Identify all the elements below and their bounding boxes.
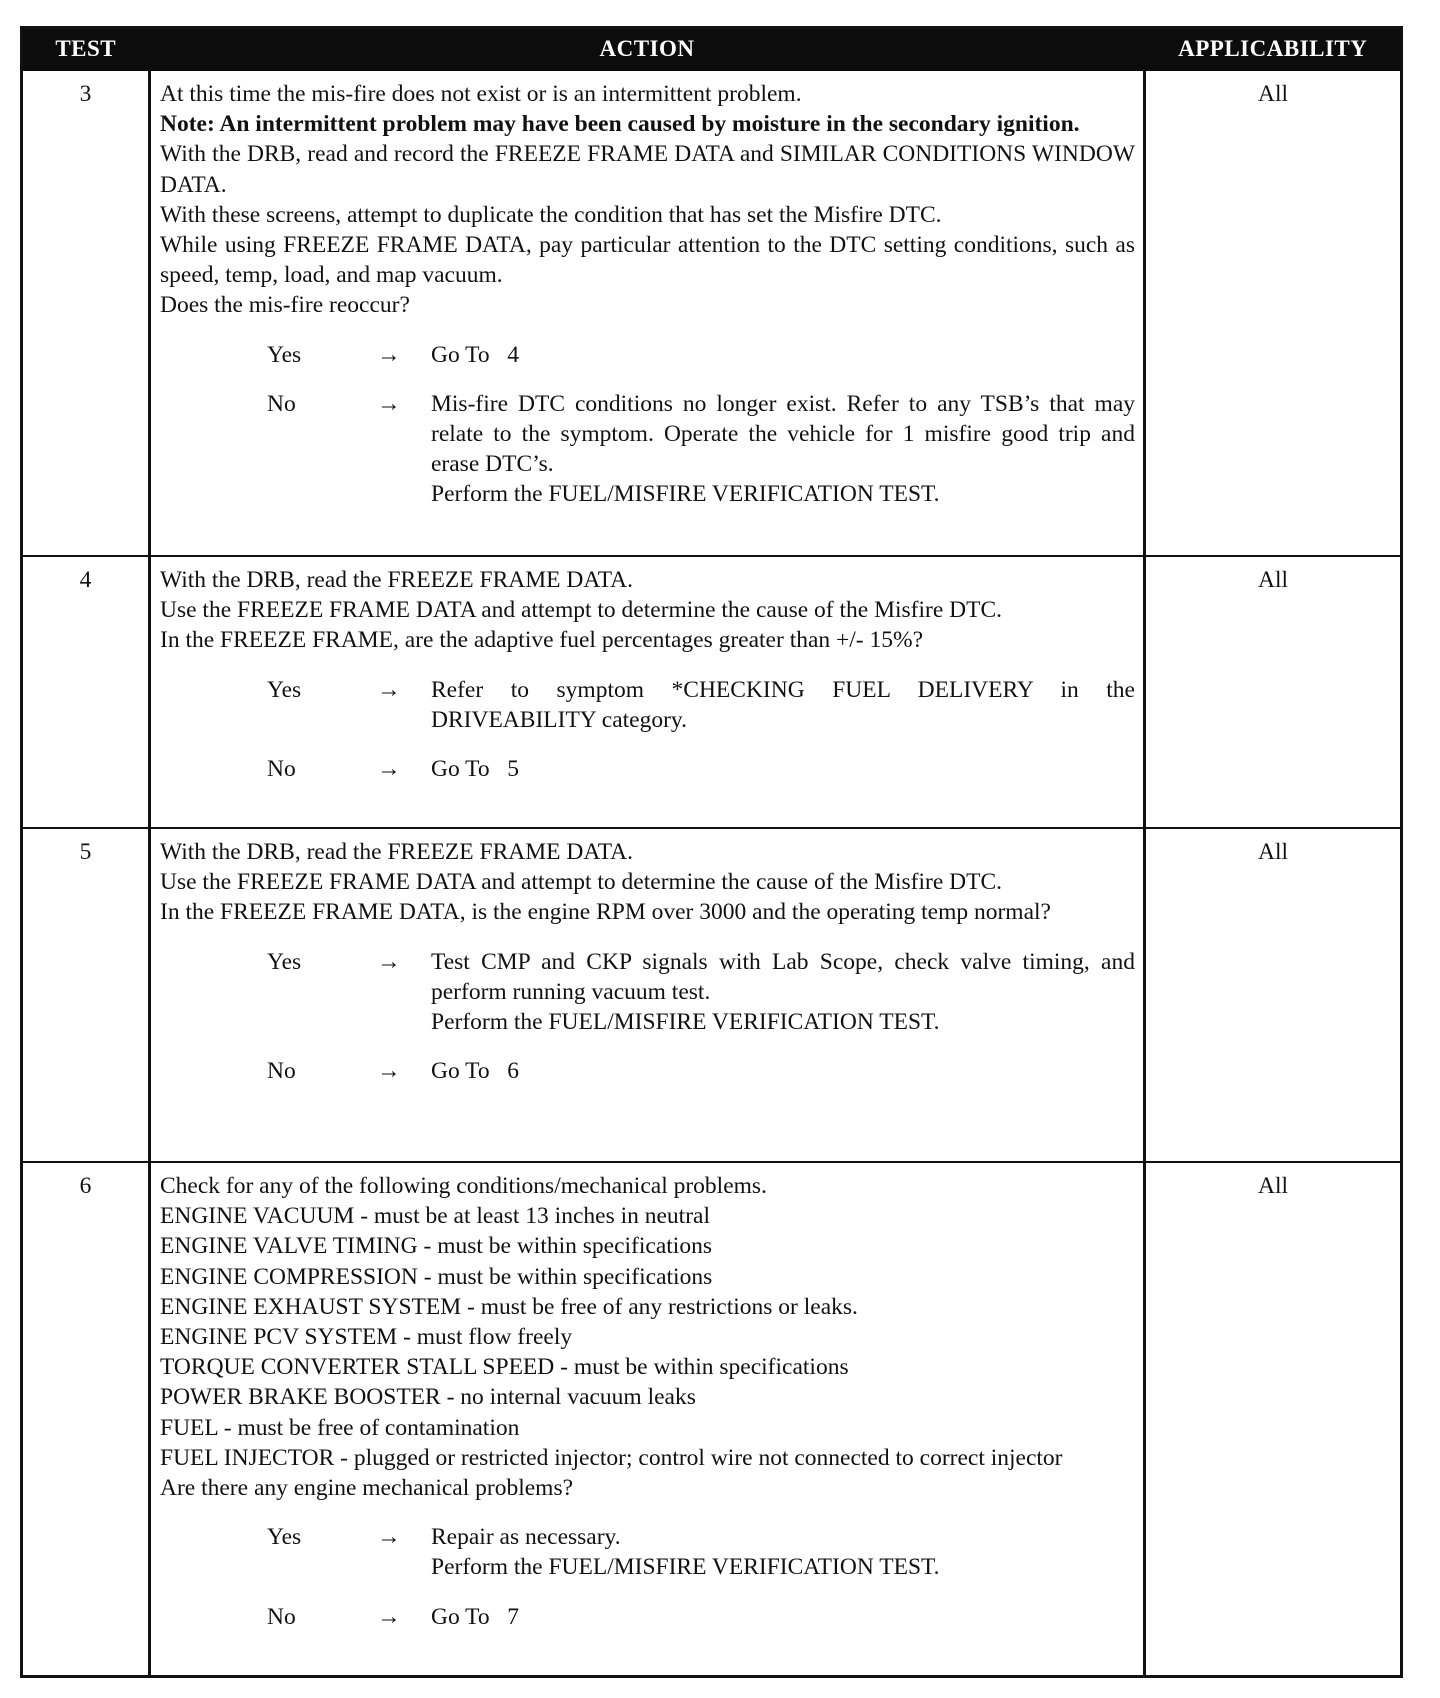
- test-number: 3: [22, 70, 150, 556]
- action-note: Note: An intermittent problem may have been caused by moisture in the secondary ignition.: [160, 111, 1080, 138]
- arrow-icon: →: [377, 756, 401, 783]
- yes-result: [431, 340, 1135, 370]
- test-number: 6: [22, 1162, 150, 1676]
- no-label: No: [267, 1603, 296, 1630]
- no-result: [431, 1602, 1135, 1632]
- diagnostic-table-page: [20, 26, 1400, 1678]
- result-line: Test CMP and CKP signals with Lab Scope, check valve timing, and perform running vacuum test.: [431, 948, 1135, 1005]
- no-result: [431, 389, 1135, 510]
- applicability-value: All: [1145, 828, 1402, 1162]
- no-result: [431, 1056, 1135, 1086]
- result-line: Go To 5: [431, 756, 520, 783]
- action-line: FUEL INJECTOR - plugged or restricted injector; control wire not connected to correct injector: [160, 1444, 1063, 1471]
- yes-branch: [160, 947, 1135, 1038]
- result-line: Perform the FUEL/MISFIRE VERIFICATION TEST.: [431, 1009, 940, 1036]
- action-line: With the DRB, read the FREEZE FRAME DATA.: [160, 839, 634, 865]
- action-cell: [150, 556, 1145, 828]
- arrow-icon: →: [377, 1524, 401, 1551]
- action-line: Does the mis-fire reoccur?: [160, 292, 410, 319]
- result-line: Go To 6: [431, 1058, 520, 1085]
- no-label: No: [267, 1058, 296, 1085]
- header-row: [22, 28, 1402, 71]
- arrow-icon: →: [377, 676, 401, 703]
- no-branch: [160, 754, 1135, 784]
- action-line: With the DRB, read the FREEZE FRAME DATA.: [160, 567, 634, 593]
- action-line: With the DRB, read and record the FREEZE FRAME DATA and SIMILAR CONDITIONS WINDOW DATA.: [160, 141, 1135, 198]
- yes-label: Yes: [267, 1524, 302, 1551]
- yes-branch: [160, 675, 1135, 735]
- action-line: Check for any of the following conditions/mechanical problems.: [160, 1173, 767, 1199]
- action-line: Use the FREEZE FRAME DATA and attempt to determine the cause of the Misfire DTC.: [160, 869, 1002, 896]
- action-line: At this time the mis-fire does not exist or is an intermittent problem.: [160, 81, 802, 107]
- arrow-icon: →: [377, 948, 401, 975]
- arrow-icon: →: [377, 1058, 401, 1085]
- result-line: Perform the FUEL/MISFIRE VERIFICATION TEST.: [431, 481, 940, 508]
- arrow-icon: →: [377, 341, 401, 368]
- no-branch: [160, 389, 1135, 510]
- yes-result: [431, 947, 1135, 1038]
- yes-label: Yes: [267, 676, 302, 703]
- applicability-value: All: [1145, 70, 1402, 556]
- action-cell: [150, 1162, 1145, 1676]
- result-line: Go To 4: [431, 341, 520, 368]
- table-row: [22, 70, 1402, 556]
- action-line: FUEL - must be free of contamination: [160, 1414, 520, 1441]
- applicability-value: All: [1145, 556, 1402, 828]
- result-line: Mis-fire DTC conditions no longer exist. Refer to any TSB’s that may relate to the symptom. Operate the vehicle for 1 misfire good trip and erase DTC’s.: [431, 390, 1135, 478]
- test-number: 4: [22, 556, 150, 828]
- test-number: 5: [22, 828, 150, 1162]
- result-line: Repair as necessary.: [431, 1524, 621, 1551]
- yes-branch: [160, 1522, 1135, 1582]
- no-result: [431, 754, 1135, 784]
- table-row: [22, 828, 1402, 1162]
- no-branch: [160, 1056, 1135, 1086]
- action-line: ENGINE VALVE TIMING - must be within specifications: [160, 1233, 712, 1260]
- table-row: [22, 1162, 1402, 1676]
- action-line: While using FREEZE FRAME DATA, pay particular attention to the DTC setting conditions, such as speed, temp, load, and map vacuum.: [160, 232, 1135, 289]
- action-line: Are there any engine mechanical problems?: [160, 1475, 574, 1502]
- action-line: With these screens, attempt to duplicate the condition that has set the Misfire DTC.: [160, 201, 942, 228]
- arrow-icon: →: [377, 1603, 401, 1630]
- yes-result: [431, 675, 1135, 735]
- action-line: ENGINE EXHAUST SYSTEM - must be free of any restrictions or leaks.: [160, 1293, 858, 1320]
- yes-result: [431, 1522, 1135, 1582]
- no-label: No: [267, 390, 296, 417]
- action-line: POWER BRAKE BOOSTER - no internal vacuum leaks: [160, 1384, 696, 1411]
- result-line: Go To 7: [431, 1603, 520, 1630]
- result-line: Refer to symptom *CHECKING FUEL DELIVERY in the DRIVEABILITY category.: [431, 676, 1135, 733]
- no-label: No: [267, 756, 296, 783]
- action-line: TORQUE CONVERTER STALL SPEED - must be within specifications: [160, 1354, 849, 1381]
- action-line: In the FREEZE FRAME DATA, is the engine RPM over 3000 and the operating temp normal?: [160, 899, 1051, 926]
- action-line: ENGINE VACUUM - must be at least 13 inches in neutral: [160, 1203, 710, 1230]
- yes-branch: [160, 340, 1135, 370]
- applicability-value: All: [1145, 1162, 1402, 1676]
- action-line: ENGINE COMPRESSION - must be within specifications: [160, 1263, 713, 1290]
- action-line: ENGINE PCV SYSTEM - must flow freely: [160, 1324, 573, 1351]
- yes-label: Yes: [267, 948, 302, 975]
- header-applicability: APPLICABILITY: [1145, 28, 1402, 71]
- action-line: Use the FREEZE FRAME DATA and attempt to determine the cause of the Misfire DTC.: [160, 597, 1002, 624]
- header-action: ACTION: [150, 28, 1145, 71]
- header-test: TEST: [22, 28, 150, 71]
- no-branch: [160, 1602, 1135, 1632]
- action-cell: [150, 70, 1145, 556]
- arrow-icon: →: [377, 390, 401, 417]
- yes-label: Yes: [267, 341, 302, 368]
- action-line: In the FREEZE FRAME, are the adaptive fuel percentages greater than +/- 15%?: [160, 627, 924, 654]
- diagnostic-table: [20, 26, 1403, 1678]
- table-row: [22, 556, 1402, 828]
- action-cell: [150, 828, 1145, 1162]
- result-line: Perform the FUEL/MISFIRE VERIFICATION TEST.: [431, 1554, 940, 1581]
